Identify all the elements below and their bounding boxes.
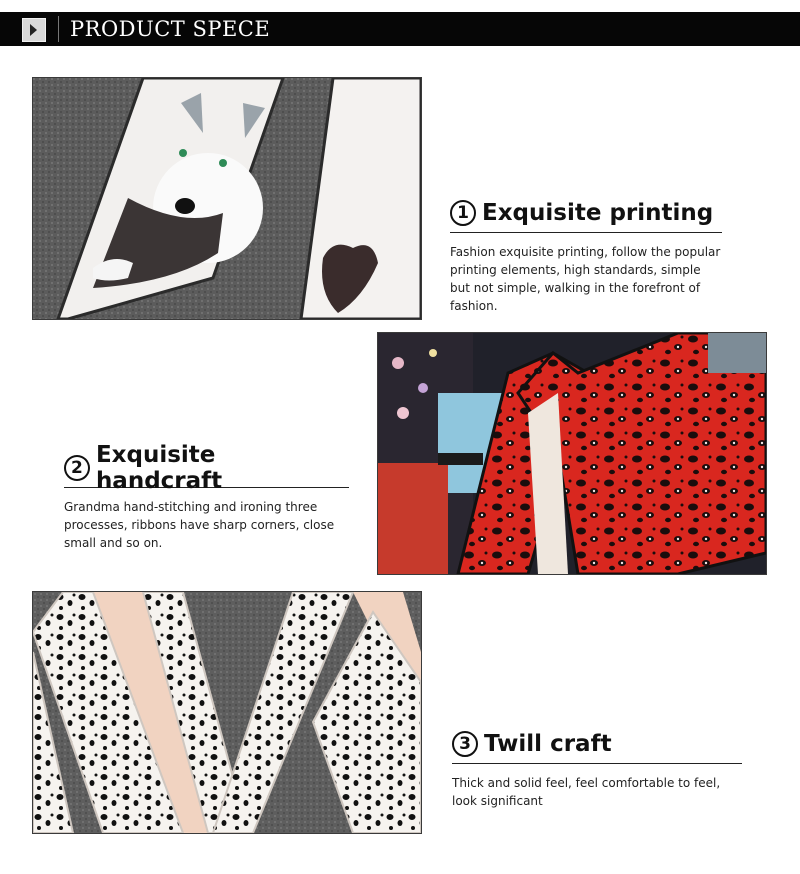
feature-1-description: Fashion exquisite printing, follow the popular printing elements, high standards, simple but not simple, walking in the forefront of fashion. (450, 245, 721, 313)
feature-2-number: 2 (64, 455, 90, 481)
feature-3-title-row (452, 728, 742, 764)
feature-3-heading: Twill craft (484, 731, 612, 757)
feature-1-title-row (450, 197, 722, 233)
section-title: PRODUCT SPECE (70, 17, 271, 41)
play-arrow-icon (22, 18, 46, 42)
section-header (0, 12, 800, 46)
feature-3-number: 3 (452, 731, 478, 757)
feature-3 (452, 728, 742, 810)
dalmatian-dot-scarf-photo (32, 591, 422, 834)
wolf-print-scarf-photo (32, 77, 422, 320)
red-leopard-scarf-photo (377, 332, 767, 575)
feature-1-heading: Exquisite printing (482, 200, 714, 226)
feature-2 (64, 442, 349, 552)
feature-1 (450, 197, 722, 315)
feature-1-number: 1 (450, 200, 476, 226)
feature-2-title-row (64, 442, 349, 494)
feature-2-description: Grandma hand-stitching and ironing three processes, ribbons have sharp corners, close small and so on. (64, 500, 335, 550)
header-divider (58, 16, 59, 42)
feature-2-heading: Exquisite handcraft (95, 442, 223, 494)
feature-3-description: Thick and solid feel, feel comfortable to feel, look significant (452, 776, 721, 808)
